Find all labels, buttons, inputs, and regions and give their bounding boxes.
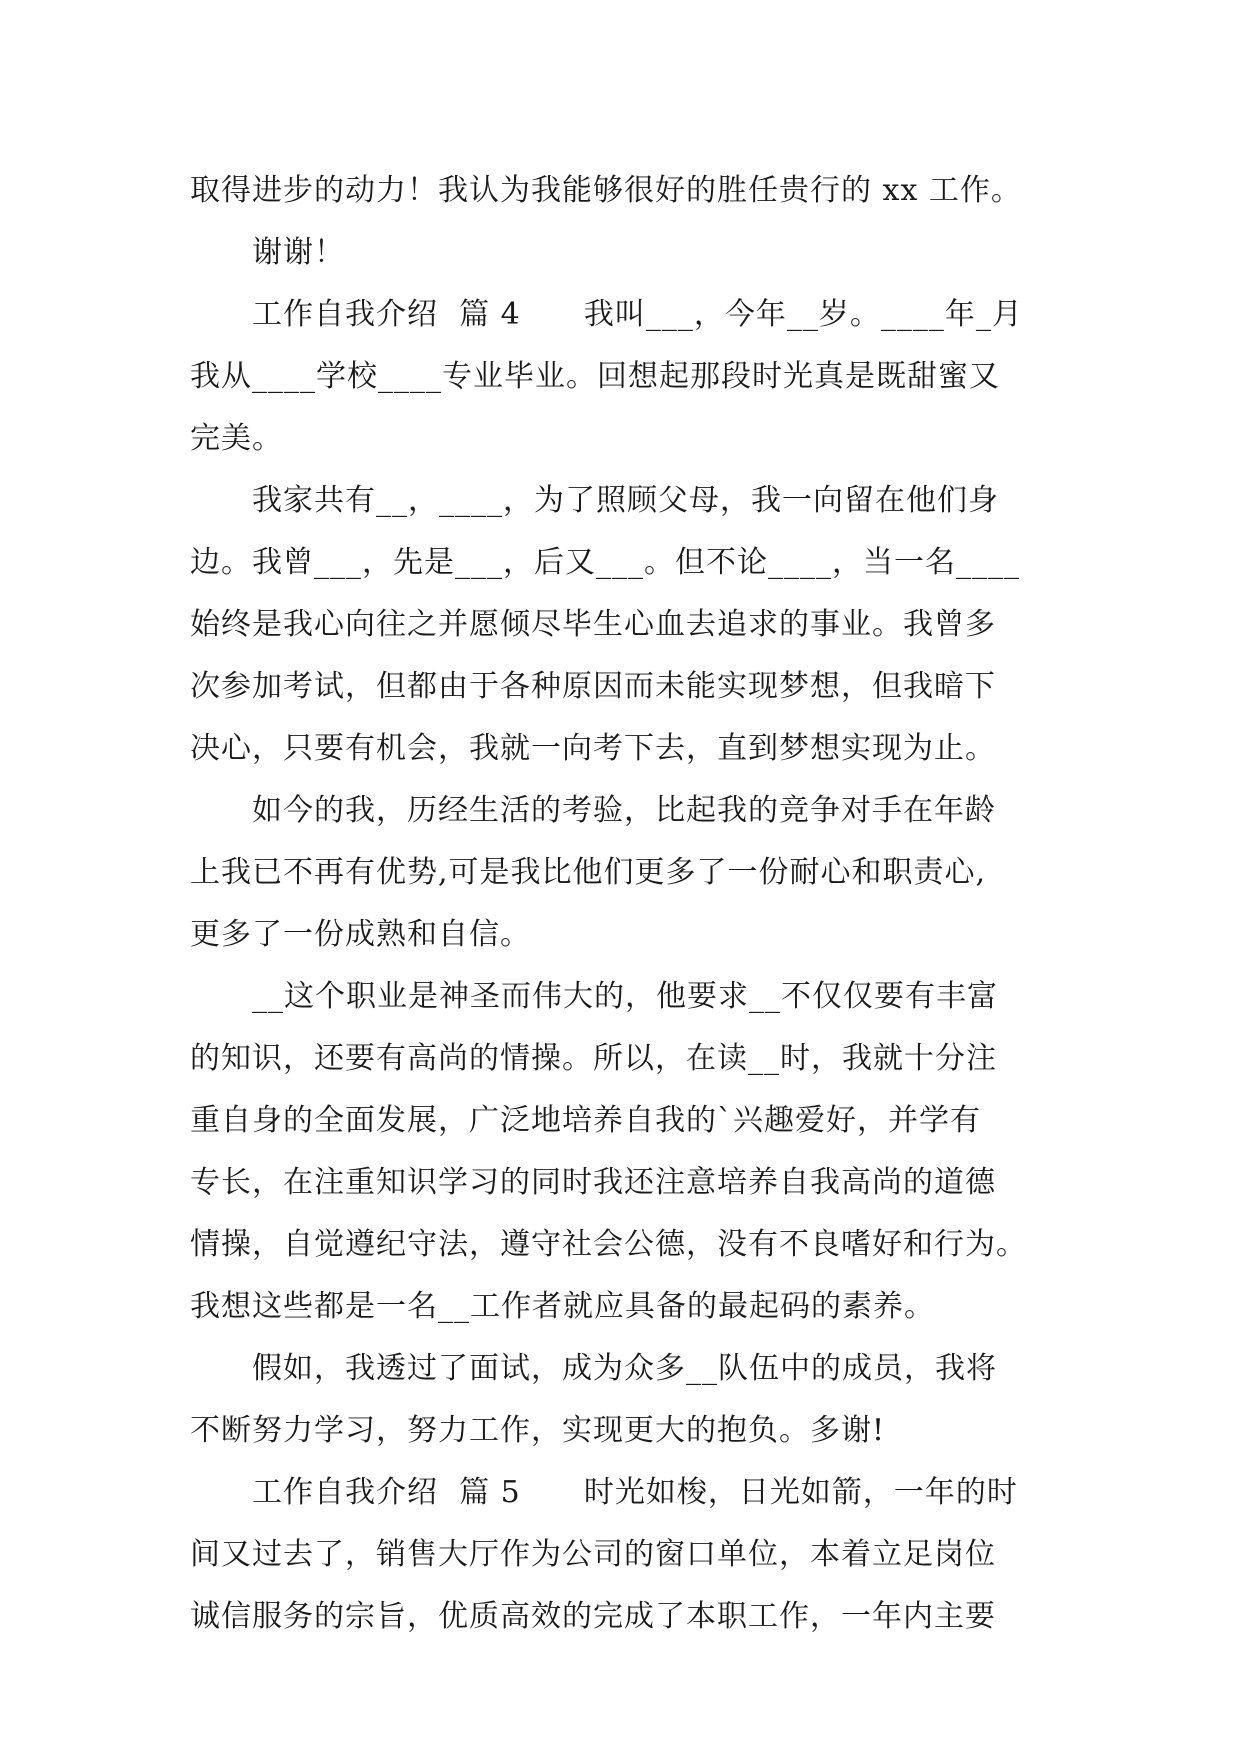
text-line: 完美。 [190, 421, 283, 456]
text-line: 取得进步的动力！我认为我能够很好的胜任贵行的 xx 工作。 [190, 173, 1022, 208]
section-heading-line: 工作自我介绍 篇 5 时光如梭，日光如箭，一年的时 [252, 1475, 1018, 1510]
text-line: 专长，在注重知识学习的同时我还注意培养自我高尚的道德 [190, 1165, 996, 1200]
text-line: 我想这些都是一名__工作者就应具备的最起码的素养。 [190, 1289, 935, 1324]
text-line: 决心，只要有机会，我就一向考下去，直到梦想实现为止。 [190, 731, 996, 766]
text-line: 上我已不再有优势,可是我比他们更多了一份耐心和职责心, [190, 855, 987, 890]
document-body [190, 160, 1060, 1648]
text-line: 我家共有__，____，为了照顾父母，我一向留在他们身 [252, 483, 999, 518]
text-line: 谢谢！ [252, 235, 345, 270]
text-line: 间又过去了，销售大厅作为公司的窗口单位，本着立足岗位 [190, 1537, 996, 1572]
text-line: __这个职业是神圣而伟大的，他要求__不仅仅要有丰富 [252, 979, 998, 1014]
text-line: 如今的我，历经生活的考验，比起我的竞争对手在年龄 [252, 793, 996, 828]
text-line: 不断努力学习，努力工作，实现更大的抱负。多谢! [190, 1413, 886, 1448]
section-heading-line: 工作自我介绍 篇 4 我叫___，今年__岁。____年_月 [252, 297, 1023, 332]
text-line: 边。我曾___，先是___，后又___。但不论____，当一名____ [190, 545, 1020, 580]
text-line: 始终是我心向往之并愿倾尽毕生心血去追求的事业。我曾多 [190, 607, 996, 642]
text-line: 诚信服务的宗旨，优质高效的完成了本职工作，一年内主要 [190, 1599, 996, 1634]
text-line: 情操，自觉遵纪守法，遵守社会公德，没有不良嗜好和行为。 [190, 1227, 1027, 1262]
text-line: 次参加考试，但都由于各种原因而未能实现梦想，但我暗下 [190, 669, 996, 704]
text-line: 的知识，还要有高尚的情操。所以，在读__时，我就十分注 [190, 1041, 997, 1076]
text-line: 更多了一份成熟和自信。 [190, 917, 531, 952]
text-line: 假如，我透过了面试，成为众多__队伍中的成员，我将 [252, 1351, 997, 1386]
text-line: 重自身的全面发展，广泛地培养自我的`兴趣爱好，并学有 [190, 1103, 981, 1138]
text-line: 我从____学校____专业毕业。回想起那段时光真是既甜蜜又 [190, 359, 1000, 394]
